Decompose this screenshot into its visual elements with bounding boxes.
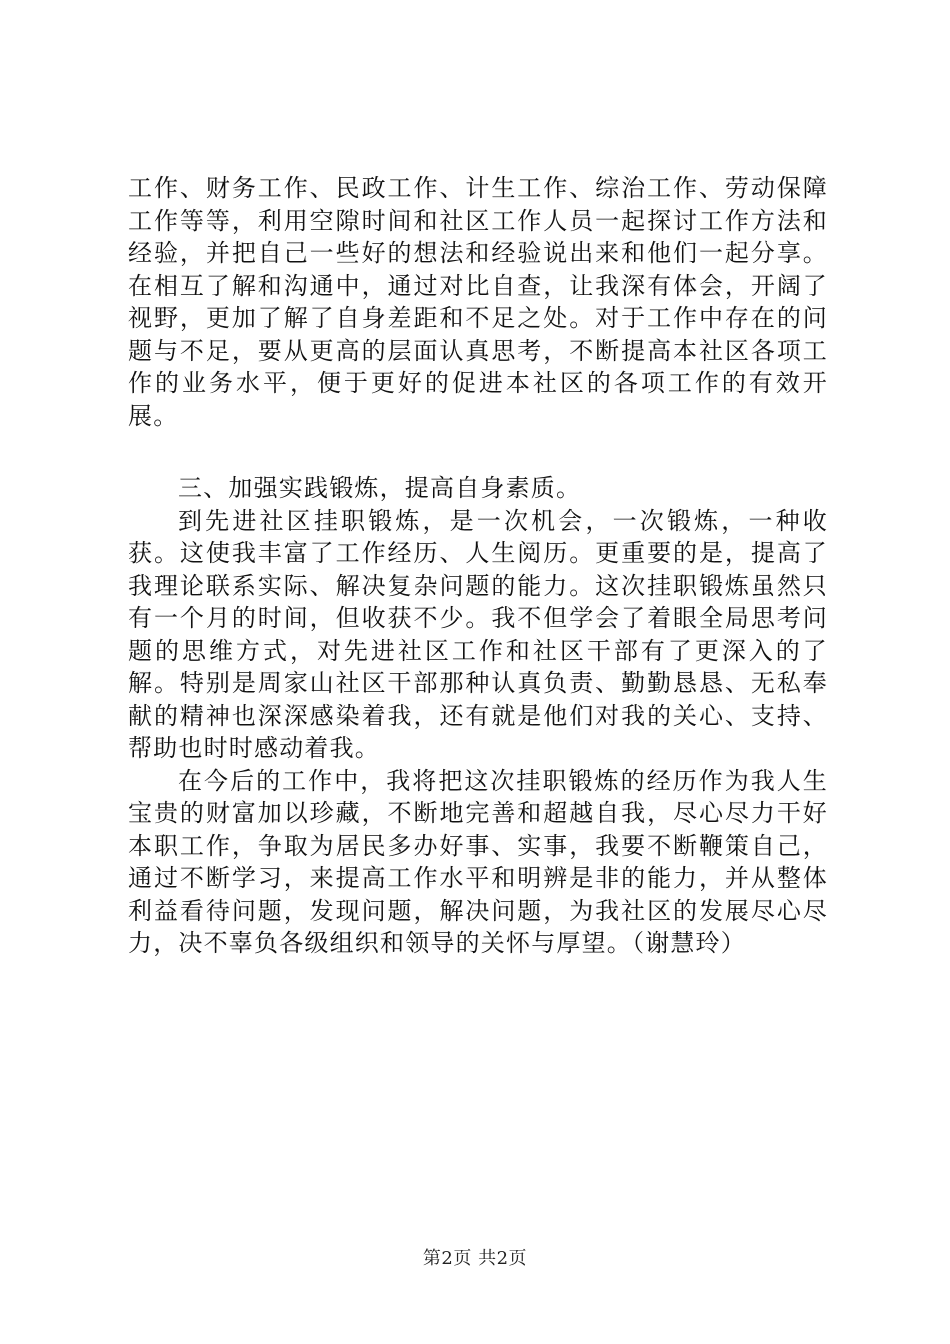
section-heading: 三、加强实践锻炼，提高自身素质。 <box>178 474 582 502</box>
paragraph-continuation: 工作、财务工作、民政工作、计生工作、综治工作、劳动保障工作等等，利用空隙时间和社区工作人员一起探讨工作方法和经验，并把自己一些好的想法和经验说出来和他们一起分享。在相互了解和沟通中，通过对比自查，让我深有体会，开阔了视野，更加了解了自身差距和不足之处。对于工作中存在的问题与不足，要从更高的层面认真思考，不断提高本社区各项工作的业务水平，便于更好的促进本社区的各项工作的有效开展。 <box>128 174 828 430</box>
paragraph-future-work: 在今后的工作中，我将把这次挂职锻炼的经历作为我人生宝贵的财富加以珍藏，不断地完善和超越自我，尽心尽力干好本职工作，争取为居民多办好事、实事，我要不断鞭策自己，通过不断学习，来提高工作水平和明辨是非的能力，并从整体利益看待问题，发现问题，解决问题，为我社区的发展尽心尽力，决不辜负各级组织和领导的关怀与厚望。（谢慧玲） <box>128 766 828 957</box>
paragraph-spacer <box>128 432 828 472</box>
paragraph-practice: 到先进社区挂职锻炼，是一次机会，一次锻炼，一种收获。这使我丰富了工作经历、人生阅历。更重要的是，提高了我理论联系实际、解决复杂问题的能力。这次挂职锻炼虽然只有一个月的时间，但收获不少。我不但学会了着眼全局思考问题的思维方式，对先进社区工作和社区干部有了更深入的了解。特别是周家山社区干部那种认真负责、勤勤恳恳、无私奉献的精神也深深感染着我，还有就是他们对我的关心、支持、帮助也时时感动着我。 <box>128 506 828 762</box>
page-number-footer: 第2页 共2页 <box>422 1248 528 1269</box>
document-body <box>128 172 828 960</box>
